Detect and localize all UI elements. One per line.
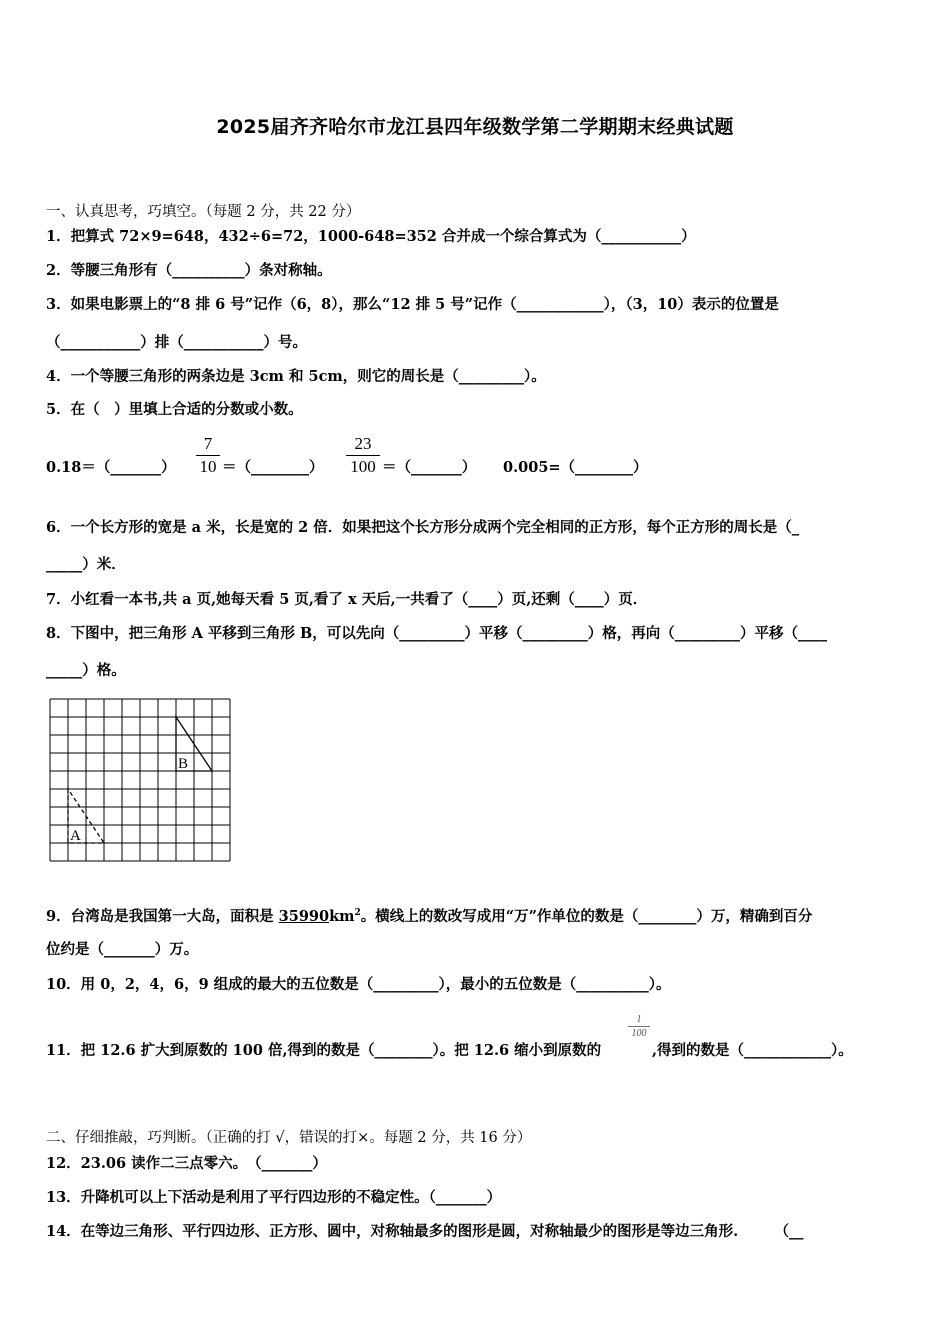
question-11-part-1: 11．把 12.6 扩大到原数的 100 倍,得到的数是（________）。把 12.6 缩小到原数的	[46, 1042, 602, 1059]
question-5: 5．在（ ）里填上合适的分数或小数。	[46, 401, 303, 418]
page-title: 2025届齐齐哈尔市龙江县四年级数学第二学期期末经典试题	[216, 116, 734, 138]
question-13: 13．升降机可以上下活动是利用了平行四边形的不稳定性。（_______）	[46, 1189, 502, 1206]
q5-fraction-c	[346, 434, 380, 477]
question-7: 7．小红看一本书,共 a 页,她每天看 5 页,看了 x 天后,一共看了（____）页,还剩（____）页．	[46, 591, 648, 608]
question-3-line-2: （___________）排（___________）号。	[46, 334, 307, 351]
question-9-line-1	[46, 903, 812, 927]
q5-fraction-b	[196, 434, 220, 477]
question-6-line-2: _____）米．	[46, 556, 126, 573]
q9-underlined-number: 35990	[278, 907, 330, 925]
translation-grid-figure	[48, 697, 232, 865]
q5-fraction-c-numerator: 23	[354, 434, 372, 453]
question-14: 14．在等边三角形、平行四边形、正方形、圆中，对称轴最多的图形是圆，对称轴最少的图形是等边三角形. （__	[46, 1223, 804, 1240]
q5-fraction-b-numerator: 7	[203, 434, 213, 453]
q5-item-d: 0.005=（________）	[503, 459, 648, 476]
q5-item-b-answer: ＝（________）	[222, 459, 324, 476]
q5-item-c-answer: ＝（_______）	[382, 459, 477, 476]
question-4: 4．一个等腰三角形的两条边是 3cm 和 5cm，则它的周长是（_________）。	[46, 368, 546, 385]
section-1-heading: 一、认真思考，巧填空。（每题 2 分，共 22 分）	[46, 204, 361, 220]
question-2: 2．等腰三角形有（__________）条对称轴。	[46, 262, 332, 279]
question-1: 1．把算式 72×9=648，432÷6=72，1000-648=352 合并成一个综合算式为（___________）	[46, 228, 696, 245]
section-2-heading: 二、仔细推敲，巧判断。（正确的打 √，错误的打×。每题 2 分，共 16 分）	[46, 1130, 532, 1146]
question-6-line-1: 6．一个长方形的宽是 a 米，长是宽的 2 倍．如果把这个长方形分成两个完全相同的正方形，每个正方形的周长是（_	[46, 519, 800, 536]
question-8-line-2: _____）格。	[46, 662, 126, 679]
q9-unit: km	[329, 907, 355, 925]
q9-text-end: 。横线上的数改写成用“万”作单位的数是（________）万，精确到百分	[360, 907, 813, 925]
question-9-line-2: 位约是（_______）万。	[46, 941, 199, 958]
q5-fraction-b-denominator: 10	[199, 457, 217, 476]
q9-unit-exponent: 2	[354, 908, 361, 918]
q11-fraction	[628, 1014, 650, 1039]
question-10: 10．用 0，2，4，6，9 组成的最大的五位数是（_________），最小的五位数是（__________）。	[46, 976, 671, 993]
q5-item-a: 0.18＝（_______）	[46, 459, 176, 476]
question-8-line-1: 8．下图中，把三角形 A 平移到三角形 B，可以先向（_________）平移（_________）格，再向（_________）平移（____	[46, 625, 827, 642]
question-3-line-1: 3．如果电影票上的“8 排 6 号”记作（6，8），那么“12 排 5 号”记作（____________），（3，10）表示的位置是	[46, 296, 779, 313]
question-11-part-2: ,得到的数是（____________）。	[652, 1042, 853, 1059]
triangle-b-label: B	[178, 756, 189, 772]
question-12: 12．23.06 读作二三点零六。 （_______）	[46, 1155, 327, 1172]
q11-fraction-denominator: 100	[631, 1028, 647, 1039]
triangle-a-label: A	[70, 828, 81, 844]
q9-text-start: 9．台湾岛是我国第一大岛，面积是	[46, 907, 279, 925]
q11-fraction-numerator: 1	[636, 1014, 642, 1025]
q5-fraction-c-denominator: 100	[350, 457, 376, 476]
